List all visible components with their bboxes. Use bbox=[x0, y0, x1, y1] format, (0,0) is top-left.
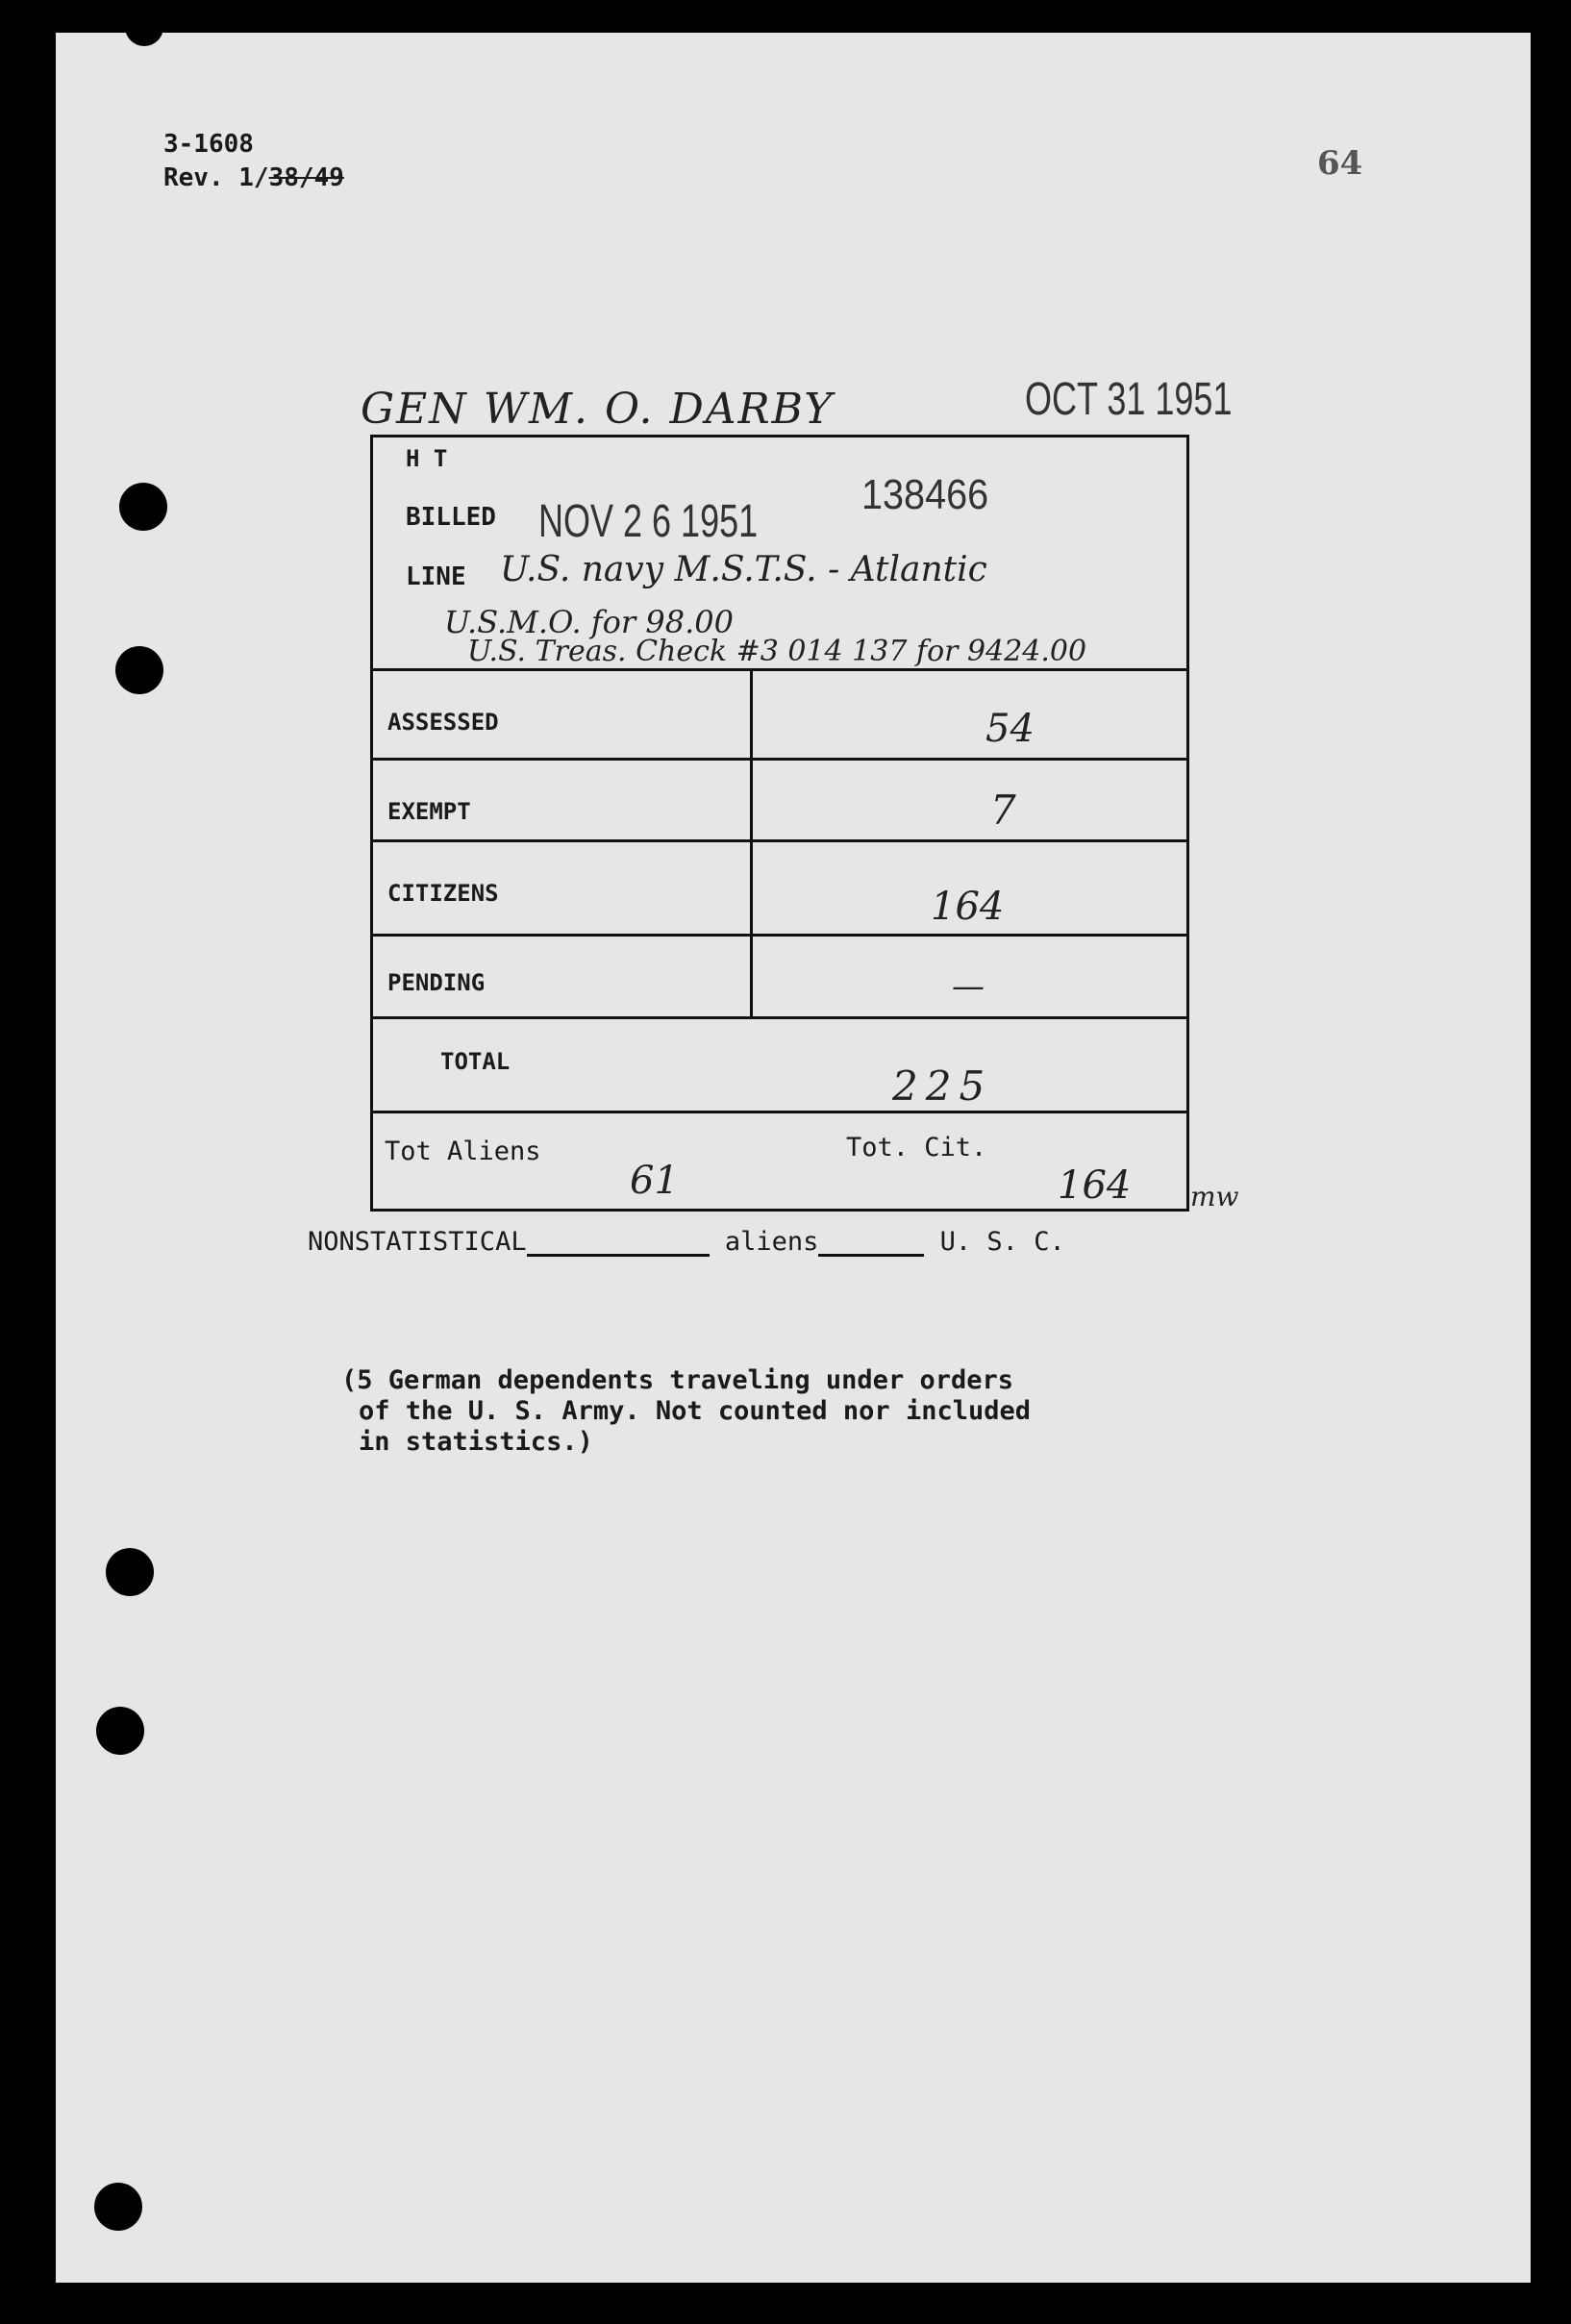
assessed-label: ASSESSED bbox=[387, 709, 499, 736]
table-divider bbox=[750, 668, 753, 1016]
punch-hole bbox=[119, 483, 167, 531]
nonstatistical-label: NONSTATISTICAL bbox=[308, 1227, 527, 1257]
pending-value: — bbox=[952, 967, 985, 1006]
punch-hole bbox=[96, 1707, 144, 1755]
aliens-label: aliens bbox=[724, 1227, 819, 1257]
usc-label: U. S. C. bbox=[939, 1227, 1065, 1257]
table-rule bbox=[370, 1016, 1189, 1019]
table-rule bbox=[370, 839, 1189, 842]
revision-prefix: Rev. 1/ bbox=[163, 163, 269, 192]
total-label: TOTAL bbox=[440, 1048, 511, 1075]
nonstatistical-line bbox=[308, 1227, 1065, 1257]
form-number: 3-1608 bbox=[163, 130, 254, 159]
tot-aliens-value: 61 bbox=[630, 1159, 679, 1203]
bill-number: 138466 bbox=[861, 471, 989, 518]
billed-date-stamp: NOV 2 6 1951 bbox=[538, 496, 759, 547]
line-label: LINE bbox=[406, 562, 466, 591]
table-rule bbox=[370, 1111, 1189, 1113]
note-line-3: in statistics.) bbox=[359, 1427, 593, 1457]
aliens-blank bbox=[818, 1233, 924, 1257]
form-revision bbox=[163, 163, 344, 192]
table-rule bbox=[370, 668, 1189, 671]
citizens-label: CITIZENS bbox=[387, 880, 499, 907]
punch-hole bbox=[94, 2183, 142, 2231]
revision-struck: 38/49 bbox=[268, 163, 344, 192]
treasury-check: U.S. Treas. Check #3 014 137 for 9424.00 bbox=[467, 635, 1087, 668]
tot-cit-value: 164 bbox=[1058, 1163, 1132, 1208]
line-value: U.S. navy M.S.T.S. - Atlantic bbox=[500, 550, 987, 589]
clerk-initials: mw bbox=[1190, 1181, 1239, 1212]
citizens-value: 164 bbox=[931, 885, 1005, 929]
exempt-label: EXEMPT bbox=[387, 798, 471, 825]
vessel-name: GEN WM. O. DARBY bbox=[361, 385, 835, 434]
nonstatistical-blank bbox=[527, 1233, 710, 1257]
arrival-date-stamp: OCT 31 1951 bbox=[1025, 374, 1233, 425]
punch-hole bbox=[106, 1548, 154, 1596]
punch-hole bbox=[115, 646, 163, 694]
punch-hole bbox=[125, 8, 163, 46]
page-number: 64 bbox=[1317, 144, 1363, 183]
note-line-1: (5 German dependents traveling under orders bbox=[341, 1365, 1013, 1395]
pending-label: PENDING bbox=[387, 969, 486, 996]
money-order: U.S.M.O. for 98.00 bbox=[444, 604, 734, 640]
note-line-2: of the U. S. Army. Not counted nor included bbox=[359, 1396, 1031, 1426]
exempt-value: 7 bbox=[990, 787, 1016, 834]
table-rule bbox=[370, 934, 1189, 937]
table-rule bbox=[370, 758, 1189, 761]
billed-label: BILLED bbox=[406, 503, 496, 532]
tot-aliens-label: Tot Aliens bbox=[385, 1137, 541, 1166]
tot-cit-label: Tot. Cit. bbox=[846, 1133, 987, 1162]
ht-label: H T bbox=[406, 445, 448, 472]
total-value: 225 bbox=[892, 1062, 993, 1110]
assessed-value: 54 bbox=[985, 707, 1035, 751]
